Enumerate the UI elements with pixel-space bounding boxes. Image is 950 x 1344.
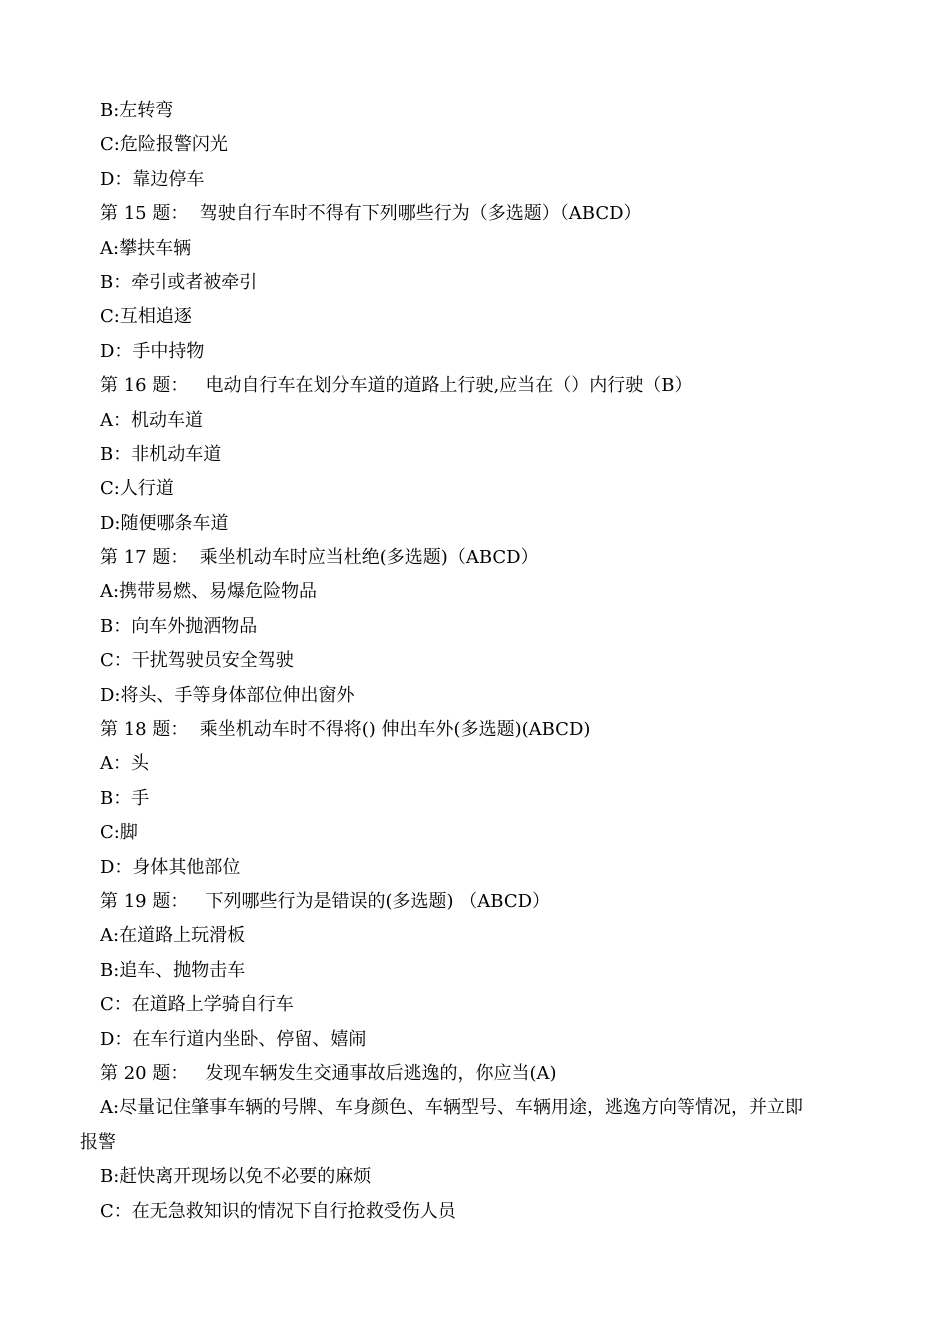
option-line: B：手 xyxy=(100,787,150,809)
option-line: D：在车行道内坐卧、停留、嬉闹 xyxy=(100,1028,367,1050)
question-list xyxy=(80,94,870,1229)
question-line: 第 18 题： 乘坐机动车时不得将() 伸出车外(多选题)(ABCD) xyxy=(100,719,591,741)
option-line: D:将头、手等身体部位伸出窗外 xyxy=(100,684,355,706)
question-line: 第 16 题： 电动自行车在划分车道的道路上行驶,应当在（）内行驶（B） xyxy=(100,375,693,397)
option-line: D:随便哪条车道 xyxy=(100,512,229,534)
option-line: B:追车、抛物击车 xyxy=(100,959,246,981)
option-line: B：牵引或者被牵引 xyxy=(100,271,258,293)
option-line: C：在无急救知识的情况下自行抢救受伤人员 xyxy=(100,1200,456,1222)
option-line: B:赶快离开现场以免不必要的麻烦 xyxy=(100,1166,372,1188)
option-line: A：机动车道 xyxy=(100,409,203,431)
option-line: C:人行道 xyxy=(100,478,174,500)
option-line: C:互相追逐 xyxy=(100,306,192,328)
question-line: 第 15 题： 驾驶自行车时不得有下列哪些行为（多选题）（ABCD） xyxy=(100,203,642,225)
option-line: B:左转弯 xyxy=(100,100,174,121)
option-line: A:携带易燃、易爆危险物品 xyxy=(100,581,318,603)
option-line: A：头 xyxy=(100,753,149,775)
option-line: D：手中持物 xyxy=(100,340,205,362)
question-line: 第 17 题： 乘坐机动车时应当杜绝(多选题)（ABCD） xyxy=(100,547,539,569)
option-line: D：身体其他部位 xyxy=(100,856,241,878)
option-line-wrapped xyxy=(80,1091,870,1160)
option-line: B：非机动车道 xyxy=(100,443,222,465)
option-text-continued: 报警 xyxy=(80,1131,116,1153)
option-line: A:攀扶车辆 xyxy=(100,237,192,259)
option-line: C：干扰驾驶员安全驾驶 xyxy=(100,650,294,672)
option-line: B：向车外抛洒物品 xyxy=(100,615,258,637)
option-line: A:在道路上玩滑板 xyxy=(100,925,246,947)
option-line: C:脚 xyxy=(100,822,138,844)
option-line: C:危险报警闪光 xyxy=(100,134,228,156)
question-line: 第 19 题： 下列哪些行为是错误的(多选题) （ABCD） xyxy=(100,890,551,912)
question-line: 第 20 题： 发现车辆发生交通事故后逃逸的，你应当(A) xyxy=(100,1062,557,1084)
option-line: C：在道路上学骑自行车 xyxy=(100,994,294,1016)
option-text: A:尽量记住肇事车辆的号牌、车身颜色、车辆型号、车辆用途，逃逸方向等情况，并立即 xyxy=(100,1097,804,1119)
option-line: D：靠边停车 xyxy=(100,168,205,190)
